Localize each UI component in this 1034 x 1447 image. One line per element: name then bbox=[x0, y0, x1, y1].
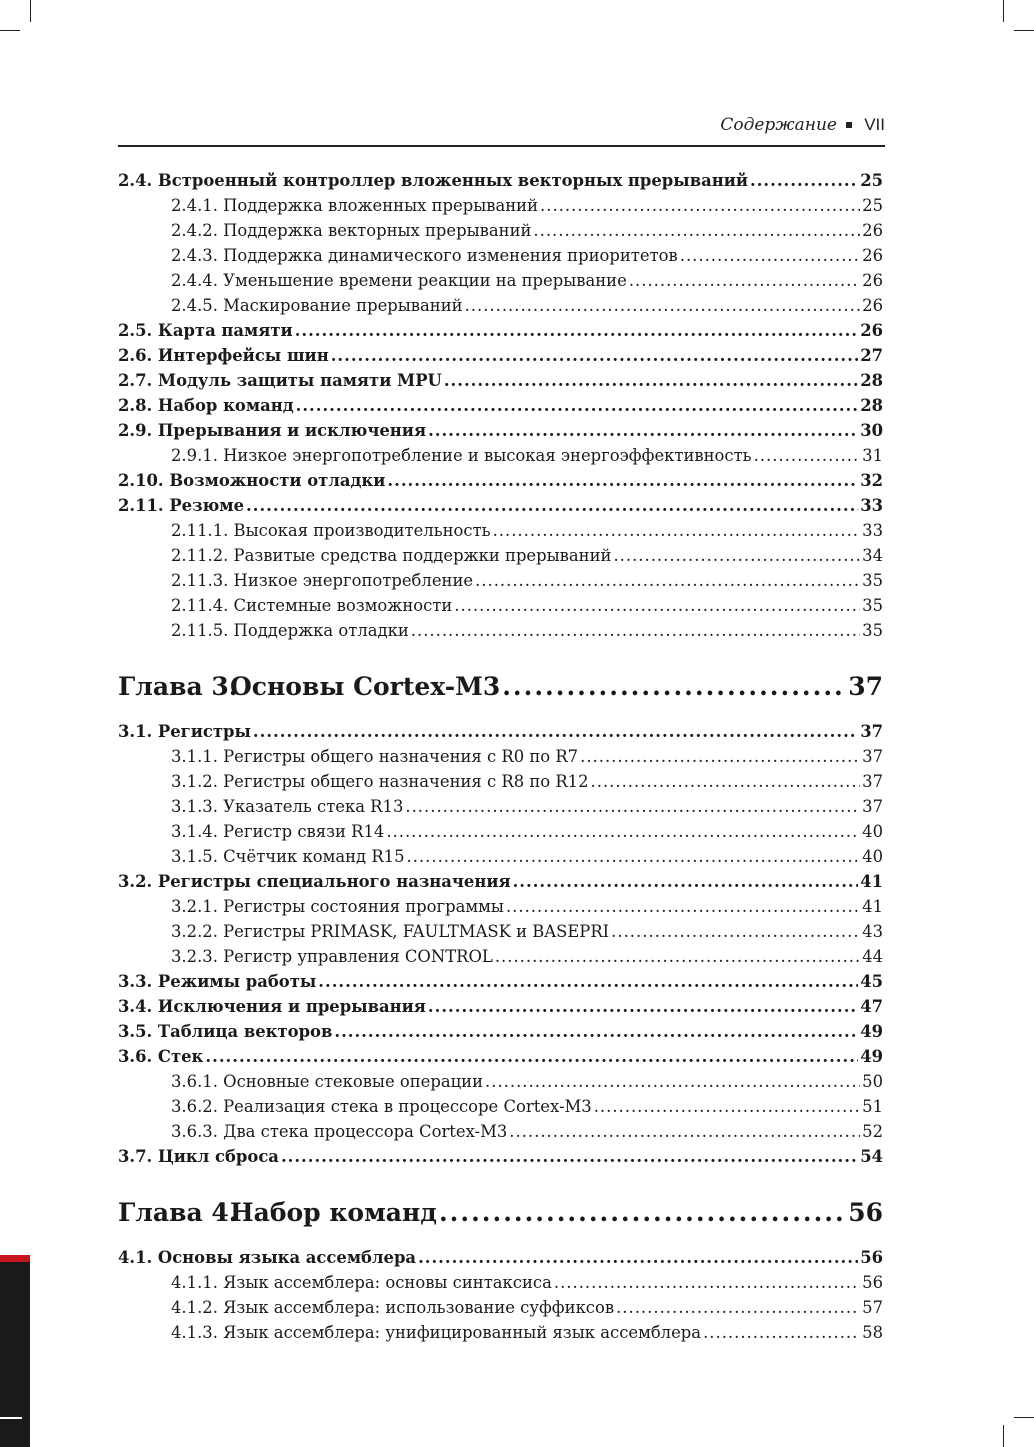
toc-page-number: 56 bbox=[862, 1273, 883, 1292]
chapter-thumb-tab bbox=[0, 1255, 30, 1447]
toc-page-number: 37 bbox=[860, 722, 883, 741]
toc-entry-label: 2.5. Карта памяти bbox=[118, 321, 293, 340]
toc-entry-label: 2.4. Встроенный контроллер вложенных векторных прерываний bbox=[118, 171, 749, 190]
toc-entry-label: 4.1.1. Язык ассемблера: основы синтаксиса bbox=[171, 1273, 552, 1292]
toc-entry-label: 3.2.2. Регистры PRIMASK, FAULTMASK и BASEPRI bbox=[171, 922, 610, 941]
crop-mark bbox=[0, 1417, 22, 1419]
toc-dot-leader bbox=[540, 193, 860, 218]
toc-page-number: 34 bbox=[862, 546, 883, 565]
toc-section-entry[interactable] bbox=[118, 468, 883, 493]
header-square-bullet bbox=[846, 122, 852, 128]
toc-page-number: 49 bbox=[860, 1022, 883, 1041]
toc-entry-label: 3.2.1. Регистры состояния программы bbox=[171, 897, 504, 916]
toc-entry-label: 2.7. Модуль защиты памяти MPU bbox=[118, 371, 442, 390]
toc-dot-leader bbox=[465, 293, 861, 318]
toc-entry-label: 3.1.1. Регистры общего назначения с R0 по R7 bbox=[171, 747, 579, 766]
toc-dot-leader bbox=[495, 944, 860, 969]
toc-dot-leader bbox=[428, 994, 858, 1019]
toc-page-number: 56 bbox=[860, 1248, 883, 1267]
toc-entry-label: 2.4.4. Уменьшение времени реакции на прерывание bbox=[171, 271, 627, 290]
toc-section-entry[interactable] bbox=[118, 719, 883, 744]
toc-subsection-entry[interactable] bbox=[118, 1295, 883, 1320]
toc-section-entry[interactable] bbox=[118, 318, 883, 343]
toc-dot-leader bbox=[405, 794, 860, 819]
toc-dot-leader bbox=[418, 1245, 858, 1270]
crop-mark bbox=[1003, 1425, 1004, 1447]
toc-page-number: 30 bbox=[860, 421, 883, 440]
toc-entry-label: 3.6. Стек bbox=[118, 1047, 204, 1066]
toc-entry-label: 3.4. Исключения и прерывания bbox=[118, 997, 426, 1016]
toc-entry-label: 2.4.2. Поддержка векторных прерываний bbox=[171, 221, 532, 240]
toc-entry-label: 4.1.3. Язык ассемблера: унифицированный язык ассемблера bbox=[171, 1323, 702, 1342]
toc-section-entry[interactable] bbox=[118, 493, 883, 518]
toc-subsection-entry[interactable] bbox=[118, 819, 883, 844]
toc-chapter-entry[interactable] bbox=[118, 655, 883, 719]
toc-dot-leader bbox=[428, 418, 858, 443]
toc-dot-leader bbox=[513, 869, 859, 894]
toc-subsection-entry[interactable] bbox=[118, 618, 883, 643]
toc-page-number: 40 bbox=[862, 822, 883, 841]
toc-dot-leader bbox=[205, 1044, 858, 1069]
toc-page-number: 27 bbox=[860, 346, 883, 365]
toc-dot-leader bbox=[533, 218, 860, 243]
crop-mark bbox=[1014, 30, 1034, 31]
toc-dot-leader bbox=[386, 819, 860, 844]
toc-dot-leader bbox=[611, 919, 860, 944]
toc-section-entry[interactable] bbox=[118, 1019, 883, 1044]
toc-page-number: 58 bbox=[862, 1323, 883, 1342]
toc-subsection-entry[interactable] bbox=[118, 794, 883, 819]
toc-page-number: 37 bbox=[862, 797, 883, 816]
toc-dot-leader bbox=[754, 443, 861, 468]
toc-dot-leader bbox=[295, 318, 859, 343]
toc-dot-leader bbox=[475, 568, 860, 593]
toc-section-entry[interactable] bbox=[118, 869, 883, 894]
toc-page-number: 37 bbox=[862, 772, 883, 791]
toc-dot-leader bbox=[296, 393, 859, 418]
toc-section-entry[interactable] bbox=[118, 1044, 883, 1069]
toc-page-number: 45 bbox=[860, 972, 883, 991]
toc-dot-leader bbox=[591, 769, 861, 794]
toc-subsection-entry[interactable] bbox=[118, 944, 883, 969]
toc-entry-label: 2.11. Резюме bbox=[118, 496, 245, 515]
toc-subsection-entry[interactable] bbox=[118, 218, 883, 243]
toc-subsection-entry[interactable] bbox=[118, 243, 883, 268]
table-of-contents bbox=[118, 168, 883, 1345]
toc-dot-leader bbox=[411, 618, 860, 643]
toc-chapter-entry[interactable] bbox=[118, 1181, 883, 1245]
toc-section-entry[interactable] bbox=[118, 368, 883, 393]
toc-dot-leader bbox=[580, 744, 860, 769]
toc-page-number: 32 bbox=[860, 471, 883, 490]
toc-entry-label: 4.1. Основы языка ассемблера bbox=[118, 1248, 417, 1267]
toc-section-entry[interactable] bbox=[118, 1144, 883, 1169]
toc-dot-leader bbox=[246, 493, 858, 518]
toc-entry-label: 3.1. Регистры bbox=[118, 722, 251, 741]
toc-entry-label: 3.1.2. Регистры общего назначения с R8 по R12 bbox=[171, 772, 589, 791]
toc-dot-leader bbox=[680, 243, 860, 268]
toc-dot-leader bbox=[703, 1320, 860, 1345]
toc-section-entry[interactable] bbox=[118, 393, 883, 418]
toc-page-number: 51 bbox=[862, 1097, 883, 1116]
toc-subsection-entry[interactable] bbox=[118, 769, 883, 794]
toc-page-number: 26 bbox=[860, 321, 883, 340]
toc-page-number: 26 bbox=[862, 246, 883, 265]
toc-dot-leader bbox=[334, 1019, 858, 1044]
toc-entry-label: 2.4.3. Поддержка динамического изменения приоритетов bbox=[171, 246, 678, 265]
toc-section-entry[interactable] bbox=[118, 343, 883, 368]
toc-page-number: 25 bbox=[860, 171, 883, 190]
toc-section-entry[interactable] bbox=[118, 418, 883, 443]
toc-entry-label: 3.1.3. Указатель стека R13 bbox=[171, 797, 404, 816]
toc-page-number: 31 bbox=[862, 446, 883, 465]
toc-dot-leader bbox=[331, 343, 858, 368]
toc-subsection-entry[interactable] bbox=[118, 593, 883, 618]
toc-page-number: 26 bbox=[862, 296, 883, 315]
toc-subsection-entry[interactable] bbox=[118, 1320, 883, 1345]
toc-entry-label: 4.1.2. Язык ассемблера: использование суффиксов bbox=[171, 1298, 615, 1317]
toc-dot-leader bbox=[454, 593, 860, 618]
toc-page-number: 26 bbox=[862, 271, 883, 290]
toc-dot-leader bbox=[613, 543, 860, 568]
toc-subsection-entry[interactable] bbox=[118, 1270, 883, 1295]
toc-page-number: 28 bbox=[860, 371, 883, 390]
toc-page-number: 47 bbox=[860, 997, 883, 1016]
toc-page-number: 35 bbox=[862, 596, 883, 615]
toc-page-number: 41 bbox=[862, 897, 883, 916]
toc-subsection-entry[interactable] bbox=[118, 1119, 883, 1144]
toc-subsection-entry[interactable] bbox=[118, 568, 883, 593]
toc-dot-leader bbox=[318, 969, 858, 994]
toc-dot-leader bbox=[509, 1119, 860, 1144]
toc-subsection-entry[interactable] bbox=[118, 1094, 883, 1119]
toc-entry-label: 2.6. Интерфейсы шин bbox=[118, 346, 329, 365]
running-title: Содержание bbox=[720, 115, 837, 135]
toc-dot-leader bbox=[502, 655, 846, 719]
toc-page-number: 28 bbox=[860, 396, 883, 415]
toc-entry-label: 3.3. Режимы работы bbox=[118, 972, 317, 991]
crop-mark bbox=[1003, 0, 1004, 22]
toc-entry-label: Основы Cortex-M3 bbox=[230, 672, 501, 701]
toc-dot-leader bbox=[253, 719, 858, 744]
toc-dot-leader bbox=[444, 368, 858, 393]
toc-subsection-entry[interactable] bbox=[118, 543, 883, 568]
toc-entry-label: 3.2.3. Регистр управления CONTROL bbox=[171, 947, 493, 966]
running-header bbox=[118, 112, 885, 144]
toc-page-number: 25 bbox=[862, 196, 883, 215]
toc-page-number: 37 bbox=[862, 747, 883, 766]
toc-page-number: 26 bbox=[862, 221, 883, 240]
toc-page-number: 52 bbox=[862, 1122, 883, 1141]
toc-subsection-entry[interactable] bbox=[118, 268, 883, 293]
toc-chapter-number: Глава 3. bbox=[118, 672, 238, 701]
toc-subsection-entry[interactable] bbox=[118, 1069, 883, 1094]
crop-mark bbox=[1014, 1417, 1034, 1418]
toc-entry-label: 2.11.5. Поддержка отладки bbox=[171, 621, 409, 640]
toc-dot-leader bbox=[485, 1069, 860, 1094]
toc-page-number: 40 bbox=[862, 847, 883, 866]
toc-entry-label: 2.4.5. Маскирование прерываний bbox=[171, 296, 463, 315]
toc-subsection-entry[interactable] bbox=[118, 193, 883, 218]
toc-dot-leader bbox=[616, 1295, 860, 1320]
toc-subsection-entry[interactable] bbox=[118, 443, 883, 468]
toc-page-number: 37 bbox=[848, 672, 883, 701]
crop-mark bbox=[0, 30, 20, 31]
toc-dot-leader bbox=[407, 844, 861, 869]
toc-page-number: 44 bbox=[862, 947, 883, 966]
toc-dot-leader bbox=[554, 1270, 860, 1295]
crop-mark bbox=[30, 0, 31, 22]
toc-section-entry[interactable] bbox=[118, 1245, 883, 1270]
toc-section-entry[interactable] bbox=[118, 969, 883, 994]
toc-page-number: 50 bbox=[862, 1072, 883, 1091]
toc-page-number: 54 bbox=[860, 1147, 883, 1166]
toc-entry-label: 2.11.3. Низкое энергопотребление bbox=[171, 571, 474, 590]
toc-entry-label: 2.11.2. Развитые средства поддержки прерываний bbox=[171, 546, 612, 565]
toc-subsection-entry[interactable] bbox=[118, 919, 883, 944]
toc-page-number: 35 bbox=[862, 621, 883, 640]
toc-dot-leader bbox=[281, 1144, 858, 1169]
toc-entry-label: 3.1.4. Регистр связи R14 bbox=[171, 822, 385, 841]
toc-page-number: 33 bbox=[860, 496, 883, 515]
toc-entry-label: 3.7. Цикл сброса bbox=[118, 1147, 279, 1166]
toc-entry-label: 3.5. Таблица векторов bbox=[118, 1022, 333, 1041]
toc-page-number: 57 bbox=[862, 1298, 883, 1317]
toc-page-number: 56 bbox=[848, 1198, 883, 1227]
toc-page-number: 35 bbox=[862, 571, 883, 590]
toc-section-entry[interactable] bbox=[118, 994, 883, 1019]
toc-entry-label: 2.8. Набор команд bbox=[118, 396, 294, 415]
header-rule bbox=[118, 145, 885, 147]
toc-subsection-entry[interactable] bbox=[118, 293, 883, 318]
toc-page-number: 43 bbox=[862, 922, 883, 941]
toc-dot-leader bbox=[506, 894, 860, 919]
toc-section-entry[interactable] bbox=[118, 168, 883, 193]
toc-dot-leader bbox=[439, 1181, 846, 1245]
toc-entry-label: 2.11.1. Высокая производительность bbox=[171, 521, 491, 540]
toc-entry-label: 3.6.2. Реализация стека в процессоре Cortex-M3 bbox=[171, 1097, 592, 1116]
toc-subsection-entry[interactable] bbox=[118, 844, 883, 869]
toc-entry-label: 2.11.4. Системные возможности bbox=[171, 596, 453, 615]
toc-entry-label: Набор команд bbox=[230, 1198, 437, 1227]
toc-entry-label: 2.4.1. Поддержка вложенных прерываний bbox=[171, 196, 539, 215]
toc-dot-leader bbox=[493, 518, 861, 543]
toc-entry-label: 3.1.5. Счётчик команд R15 bbox=[171, 847, 405, 866]
toc-page-number: 49 bbox=[860, 1047, 883, 1066]
toc-page-number: 41 bbox=[860, 872, 883, 891]
toc-page-number: 33 bbox=[862, 521, 883, 540]
toc-entry-label: 2.10. Возможности отладки bbox=[118, 471, 386, 490]
toc-entry-label: 2.9.1. Низкое энергопотребление и высокая энергоэффективность bbox=[171, 446, 752, 465]
toc-subsection-entry[interactable] bbox=[118, 518, 883, 543]
toc-chapter-number: Глава 4. bbox=[118, 1198, 238, 1227]
toc-entry-label: 3.2. Регистры специального назначения bbox=[118, 872, 511, 891]
toc-dot-leader bbox=[750, 168, 858, 193]
toc-dot-leader bbox=[629, 268, 860, 293]
page-number: VII bbox=[864, 115, 885, 134]
toc-entry-label: 3.6.1. Основные стековые операции bbox=[171, 1072, 484, 1091]
toc-entry-label: 3.6.3. Два стека процессора Cortex-M3 bbox=[171, 1122, 508, 1141]
toc-entry-label: 2.9. Прерывания и исключения bbox=[118, 421, 427, 440]
thumb-tab-accent bbox=[0, 1255, 30, 1262]
toc-dot-leader bbox=[387, 468, 858, 493]
toc-dot-leader bbox=[594, 1094, 860, 1119]
toc-subsection-entry[interactable] bbox=[118, 744, 883, 769]
toc-subsection-entry[interactable] bbox=[118, 894, 883, 919]
